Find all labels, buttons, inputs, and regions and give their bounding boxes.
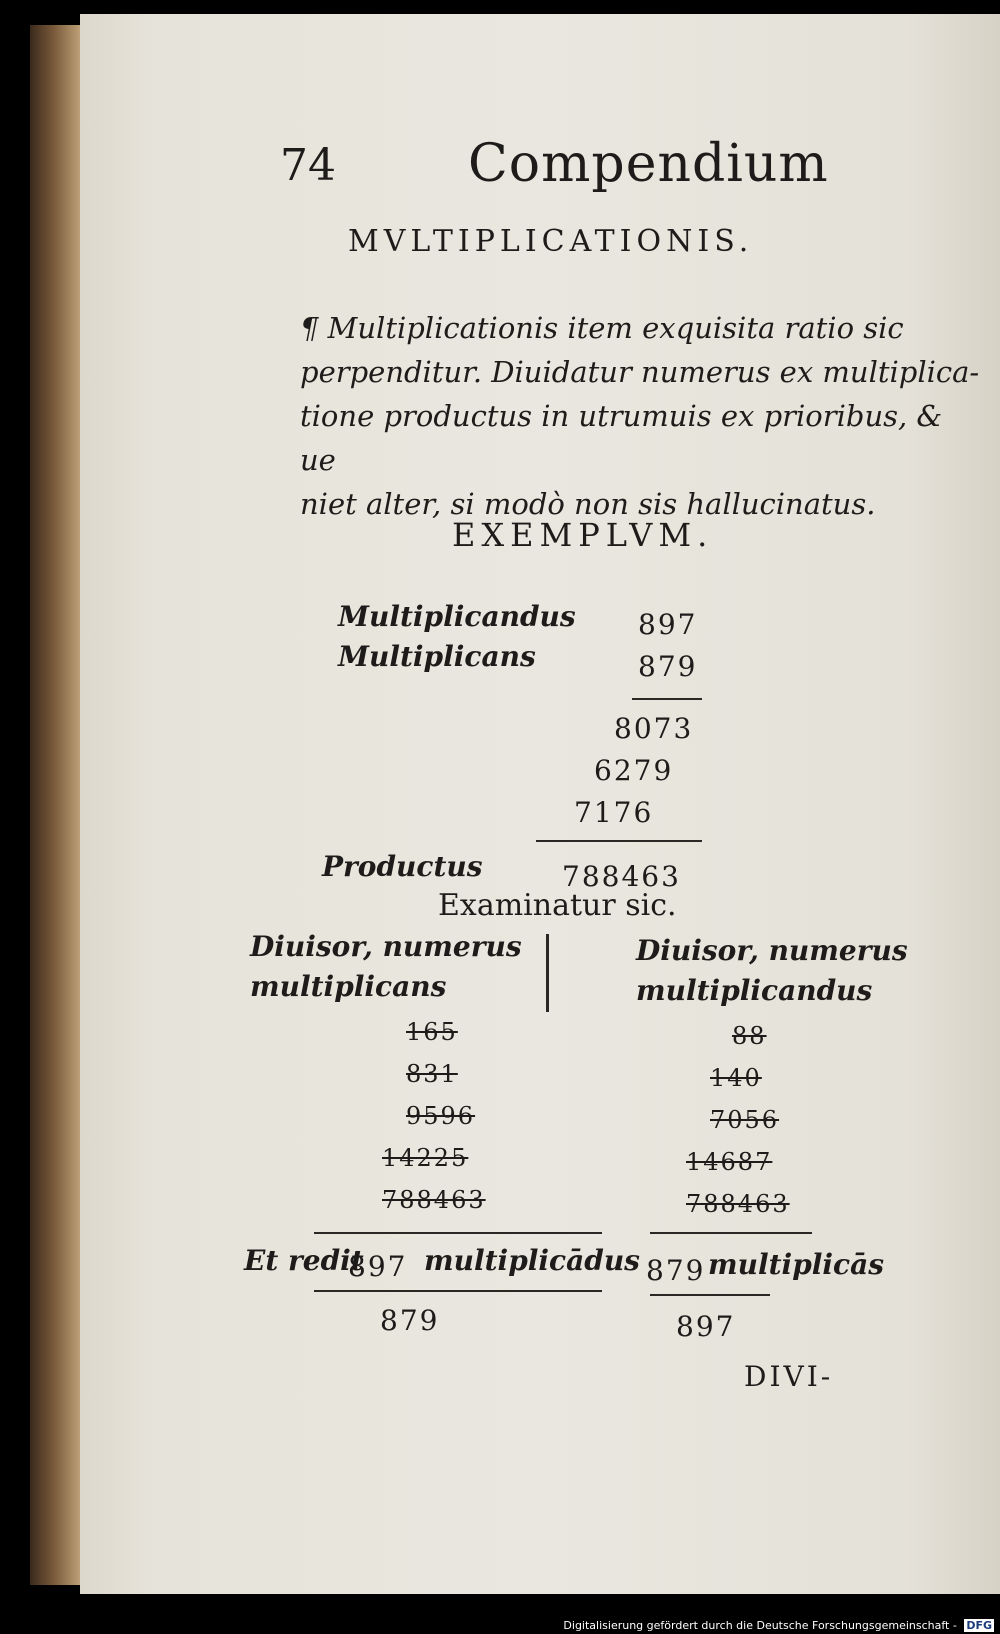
column-separator (546, 934, 549, 1012)
divider-line (314, 1232, 602, 1234)
footer-text: Digitalisierung gefördert durch die Deutsche Forschungsgemeinschaft - (563, 1619, 957, 1632)
running-head: Compendium (468, 134, 829, 194)
section-title: MVLTIPLICATIONIS. (348, 224, 754, 259)
catchword: DIVI- (744, 1360, 834, 1393)
right-division-row: 788463 (686, 1190, 790, 1218)
productus-value: 788463 (562, 860, 681, 893)
right-division-row: 14687 (686, 1148, 773, 1176)
intro-paragraph (300, 306, 980, 526)
multiplicandus-label: Multiplicandus (338, 600, 576, 633)
book-page (80, 14, 1000, 1594)
left-division-row: 165 (406, 1018, 458, 1046)
digitization-footer (563, 1619, 994, 1632)
divider-line (650, 1294, 770, 1296)
left-column-header: multiplicans (250, 970, 447, 1003)
example-heading: EXEMPLVM. (452, 516, 714, 554)
partial-product: 8073 (614, 712, 694, 745)
left-column-header: Diuisor, numerus (250, 930, 522, 963)
right-result-value: 879 (646, 1254, 706, 1287)
left-result-label: multiplicādus (424, 1244, 640, 1277)
right-division-row: 7056 (710, 1106, 780, 1134)
right-column-header: multiplicandus (636, 974, 873, 1007)
left-division-row: 9596 (406, 1102, 476, 1130)
paragraph-line: niet alter, si modò non sis hallucinatus. (300, 487, 876, 521)
right-division-row: 88 (732, 1022, 767, 1050)
left-division-row: 14225 (382, 1144, 469, 1172)
divider-line (632, 698, 702, 700)
page-number: 74 (280, 140, 336, 191)
paragraph-line: ¶ Multiplicationis item exquisita ratio sic (300, 311, 904, 345)
examinatur-line: Examinatur sic. (438, 888, 677, 923)
left-division-row: 788463 (382, 1186, 486, 1214)
divider-line (314, 1290, 602, 1292)
partial-product: 6279 (594, 754, 674, 787)
dfg-logo: DFG (966, 1619, 992, 1632)
divider-line (650, 1232, 812, 1234)
left-division-row: 831 (406, 1060, 458, 1088)
partial-product: 7176 (574, 796, 654, 829)
multiplicans-value: 879 (638, 650, 698, 683)
multiplicandus-value: 897 (638, 608, 698, 641)
right-division-row: 140 (710, 1064, 762, 1092)
multiplicans-label: Multiplicans (338, 640, 536, 673)
productus-label: Productus (322, 850, 483, 883)
left-result-value: 897 (348, 1250, 408, 1283)
right-column-header: Diuisor, numerus (636, 934, 908, 967)
paragraph-line: perpenditur. Diuidatur numerus ex multiplica- (300, 355, 980, 389)
right-result-label: multiplicās (708, 1248, 884, 1281)
right-final-value: 897 (676, 1310, 736, 1343)
paragraph-line: tione productus in utrumuis ex prioribus, & ue (300, 399, 943, 477)
divider-line (536, 840, 702, 842)
left-final-value: 879 (380, 1304, 440, 1337)
left-result-prefix: Et redit (244, 1244, 364, 1277)
